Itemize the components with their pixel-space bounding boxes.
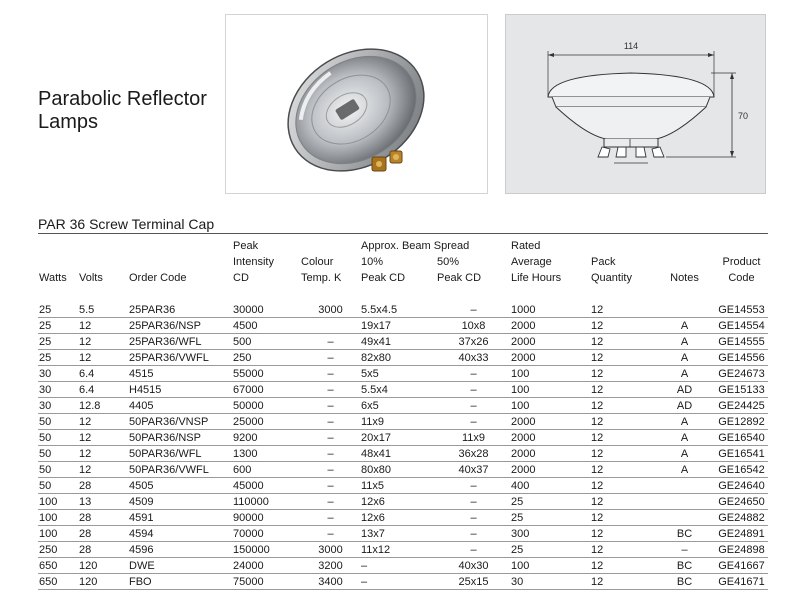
cell-peak-intensity: 70000 <box>232 526 300 542</box>
cell-pack-quantity: 12 <box>590 366 654 382</box>
cell-product-code: GE16542 <box>714 462 768 478</box>
cell-colour-temp: 3000 <box>300 302 360 318</box>
cell-beam-50: 40x30 <box>436 558 510 574</box>
lamp-spec-table <box>38 238 768 590</box>
cell-colour-temp: – <box>300 510 360 526</box>
cell-watts: 250 <box>38 542 78 558</box>
cell-pack-quantity: 12 <box>590 350 654 366</box>
cell-pack-quantity: 12 <box>590 302 654 318</box>
cell-product-code: GE24898 <box>714 542 768 558</box>
header-notes: Notes <box>670 272 699 284</box>
cell-watts: 100 <box>38 510 78 526</box>
cell-peak-intensity: 9200 <box>232 430 300 446</box>
cell-life-hours: 400 <box>510 478 590 494</box>
table-row <box>38 302 768 318</box>
cell-volts: 12 <box>78 462 128 478</box>
cell-volts: 6.4 <box>78 382 128 398</box>
header-life-hours: Rated Average Life Hours <box>511 240 562 284</box>
cell-pack-quantity: 12 <box>590 318 654 334</box>
cell-beam-50: 40x37 <box>436 462 510 478</box>
cell-watts: 50 <box>38 446 78 462</box>
cell-pack-quantity: 12 <box>590 478 654 494</box>
header-order-code: Order Code <box>129 272 187 284</box>
cell-watts: 25 <box>38 318 78 334</box>
header-beam-spread: Approx. Beam Spread <box>361 240 470 252</box>
header-peak-intensity: Peak Intensity CD <box>233 240 274 284</box>
cell-peak-intensity: 30000 <box>232 302 300 318</box>
cell-peak-intensity: 67000 <box>232 382 300 398</box>
cell-product-code: GE16541 <box>714 446 768 462</box>
cell-peak-intensity: 600 <box>232 462 300 478</box>
cell-beam-50: 11x9 <box>436 430 510 446</box>
lamp-photo <box>225 14 488 194</box>
cell-beam-10: – <box>360 574 436 590</box>
cell-beam-50: – <box>436 510 510 526</box>
cell-notes <box>654 478 714 494</box>
cell-beam-10: 11x5 <box>360 478 436 494</box>
table-row <box>38 430 768 446</box>
cell-pack-quantity: 12 <box>590 510 654 526</box>
cell-order-code: 50PAR36/VNSP <box>128 414 232 430</box>
cell-pack-quantity: 12 <box>590 430 654 446</box>
cell-order-code: 4515 <box>128 366 232 382</box>
cell-beam-10: 20x17 <box>360 430 436 446</box>
cell-beam-50: – <box>436 414 510 430</box>
cell-life-hours: 2000 <box>510 414 590 430</box>
cell-order-code: DWE <box>128 558 232 574</box>
cell-life-hours: 2000 <box>510 334 590 350</box>
cell-order-code: 25PAR36/VWFL <box>128 350 232 366</box>
cell-peak-intensity: 150000 <box>232 542 300 558</box>
cell-watts: 650 <box>38 558 78 574</box>
cell-colour-temp: – <box>300 430 360 446</box>
header-volts: Volts <box>79 272 103 284</box>
cell-watts: 50 <box>38 478 78 494</box>
cell-notes: A <box>654 414 714 430</box>
cell-pack-quantity: 12 <box>590 574 654 590</box>
cell-notes <box>654 302 714 318</box>
cell-watts: 30 <box>38 382 78 398</box>
header-beam-10: Approx. Beam Spread 10% Peak CD <box>361 240 470 284</box>
cell-volts: 13 <box>78 494 128 510</box>
cell-life-hours: 2000 <box>510 350 590 366</box>
cell-pack-quantity: 12 <box>590 382 654 398</box>
cell-volts: 120 <box>78 558 128 574</box>
cell-product-code: GE41671 <box>714 574 768 590</box>
table-row <box>38 334 768 350</box>
cell-order-code: 4405 <box>128 398 232 414</box>
cell-watts: 100 <box>38 494 78 510</box>
cell-life-hours: 2000 <box>510 430 590 446</box>
table-row <box>38 462 768 478</box>
lamp-dimension-drawing <box>506 15 767 195</box>
cell-order-code: 4594 <box>128 526 232 542</box>
cell-order-code: 50PAR36/WFL <box>128 446 232 462</box>
cell-life-hours: 300 <box>510 526 590 542</box>
cell-product-code: GE14554 <box>714 318 768 334</box>
cell-beam-10: 11x9 <box>360 414 436 430</box>
cell-order-code: 50PAR36/VWFL <box>128 462 232 478</box>
cell-order-code: 4596 <box>128 542 232 558</box>
cell-notes: A <box>654 430 714 446</box>
cell-colour-temp: – <box>300 526 360 542</box>
cell-beam-10: – <box>360 558 436 574</box>
height-dimension-label: 70 <box>738 111 749 121</box>
cell-beam-10: 5.5x4 <box>360 382 436 398</box>
table-row <box>38 526 768 542</box>
cell-volts: 12 <box>78 318 128 334</box>
cell-notes: A <box>654 350 714 366</box>
cell-peak-intensity: 250 <box>232 350 300 366</box>
table-row <box>38 478 768 494</box>
cell-life-hours: 2000 <box>510 318 590 334</box>
cell-colour-temp: 3000 <box>300 542 360 558</box>
cell-watts: 25 <box>38 334 78 350</box>
cell-watts: 650 <box>38 574 78 590</box>
cell-colour-temp: – <box>300 446 360 462</box>
cell-notes <box>654 510 714 526</box>
cell-beam-50: 40x33 <box>436 350 510 366</box>
cell-order-code: 4509 <box>128 494 232 510</box>
cell-colour-temp: – <box>300 414 360 430</box>
cell-pack-quantity: 12 <box>590 494 654 510</box>
cell-colour-temp: – <box>300 334 360 350</box>
cell-watts: 25 <box>38 350 78 366</box>
cell-product-code: GE24640 <box>714 478 768 494</box>
cell-order-code: 4505 <box>128 478 232 494</box>
cell-life-hours: 25 <box>510 542 590 558</box>
cell-pack-quantity: 12 <box>590 542 654 558</box>
cell-watts: 50 <box>38 430 78 446</box>
cell-order-code: 25PAR36/WFL <box>128 334 232 350</box>
dimension-diagram <box>505 14 766 194</box>
cell-colour-temp: 3400 <box>300 574 360 590</box>
cell-order-code: FBO <box>128 574 232 590</box>
table-row <box>38 398 768 414</box>
cell-pack-quantity: 12 <box>590 398 654 414</box>
cell-pack-quantity: 12 <box>590 526 654 542</box>
cell-notes: – <box>654 542 714 558</box>
cell-colour-temp: – <box>300 382 360 398</box>
cell-order-code: H4515 <box>128 382 232 398</box>
cell-watts: 50 <box>38 414 78 430</box>
cell-beam-50: – <box>436 398 510 414</box>
cell-beam-50: – <box>436 382 510 398</box>
cell-beam-10: 12x6 <box>360 510 436 526</box>
cell-volts: 12 <box>78 334 128 350</box>
cell-peak-intensity: 25000 <box>232 414 300 430</box>
cell-volts: 12 <box>78 350 128 366</box>
cell-product-code: GE16540 <box>714 430 768 446</box>
table-row <box>38 366 768 382</box>
cell-colour-temp: – <box>300 478 360 494</box>
cell-life-hours: 2000 <box>510 446 590 462</box>
cell-volts: 28 <box>78 478 128 494</box>
cell-pack-quantity: 12 <box>590 446 654 462</box>
cell-volts: 5.5 <box>78 302 128 318</box>
cell-volts: 12 <box>78 414 128 430</box>
cell-beam-10: 48x41 <box>360 446 436 462</box>
cell-life-hours: 100 <box>510 382 590 398</box>
table-row <box>38 350 768 366</box>
cell-notes: AD <box>654 382 714 398</box>
table-row <box>38 494 768 510</box>
cell-beam-50: – <box>436 542 510 558</box>
cell-volts: 6.4 <box>78 366 128 382</box>
cell-watts: 25 <box>38 302 78 318</box>
cell-notes: BC <box>654 558 714 574</box>
cell-life-hours: 100 <box>510 398 590 414</box>
cell-notes: A <box>654 366 714 382</box>
cell-product-code: GE14555 <box>714 334 768 350</box>
cell-beam-10: 13x7 <box>360 526 436 542</box>
cell-product-code: GE24891 <box>714 526 768 542</box>
cell-peak-intensity: 1300 <box>232 446 300 462</box>
cell-notes: AD <box>654 398 714 414</box>
cell-beam-10: 49x41 <box>360 334 436 350</box>
cell-beam-50: – <box>436 302 510 318</box>
table-row <box>38 318 768 334</box>
cell-peak-intensity: 45000 <box>232 478 300 494</box>
cell-peak-intensity: 110000 <box>232 494 300 510</box>
cell-volts: 12 <box>78 446 128 462</box>
table-row <box>38 446 768 462</box>
cell-beam-10: 6x5 <box>360 398 436 414</box>
cell-watts: 30 <box>38 366 78 382</box>
cell-notes <box>654 494 714 510</box>
section-title: PAR 36 Screw Terminal Cap <box>38 216 215 232</box>
table-body <box>38 302 768 590</box>
header-beam-50: 50% Peak CD <box>437 256 482 284</box>
cell-colour-temp <box>300 318 360 334</box>
cell-beam-10: 19x17 <box>360 318 436 334</box>
cell-beam-50: – <box>436 478 510 494</box>
cell-order-code: 25PAR36 <box>128 302 232 318</box>
cell-notes: BC <box>654 574 714 590</box>
table-row <box>38 414 768 430</box>
cell-beam-50: 25x15 <box>436 574 510 590</box>
cell-beam-10: 80x80 <box>360 462 436 478</box>
cell-peak-intensity: 90000 <box>232 510 300 526</box>
cell-peak-intensity: 50000 <box>232 398 300 414</box>
cell-colour-temp: 3200 <box>300 558 360 574</box>
cell-colour-temp: – <box>300 366 360 382</box>
page-title-line2: Lamps <box>38 111 99 133</box>
cell-product-code: GE41667 <box>714 558 768 574</box>
cell-order-code: 25PAR36/NSP <box>128 318 232 334</box>
cell-beam-50: 37x26 <box>436 334 510 350</box>
par36-lamp-image <box>226 15 489 195</box>
header-pack-quantity: Pack Quantity <box>591 256 632 284</box>
cell-beam-10: 11x12 <box>360 542 436 558</box>
cell-peak-intensity: 4500 <box>232 318 300 334</box>
cell-life-hours: 25 <box>510 494 590 510</box>
cell-peak-intensity: 75000 <box>232 574 300 590</box>
cell-life-hours: 100 <box>510 558 590 574</box>
cell-beam-10: 12x6 <box>360 494 436 510</box>
cell-life-hours: 1000 <box>510 302 590 318</box>
cell-volts: 120 <box>78 574 128 590</box>
page-title-line1: Parabolic Reflector <box>38 88 207 110</box>
page-title <box>38 88 207 134</box>
cell-colour-temp: – <box>300 350 360 366</box>
cell-life-hours: 25 <box>510 510 590 526</box>
cell-order-code: 4591 <box>128 510 232 526</box>
cell-notes: A <box>654 462 714 478</box>
cell-product-code: GE24425 <box>714 398 768 414</box>
cell-beam-50: – <box>436 366 510 382</box>
cell-life-hours: 2000 <box>510 462 590 478</box>
cell-notes: BC <box>654 526 714 542</box>
cell-pack-quantity: 12 <box>590 334 654 350</box>
cell-volts: 28 <box>78 526 128 542</box>
table-row <box>38 510 768 526</box>
cell-peak-intensity: 55000 <box>232 366 300 382</box>
cell-pack-quantity: 12 <box>590 462 654 478</box>
cell-notes: A <box>654 446 714 462</box>
cell-volts: 12.8 <box>78 398 128 414</box>
cell-beam-10: 82x80 <box>360 350 436 366</box>
cell-peak-intensity: 500 <box>232 334 300 350</box>
section-divider <box>38 233 768 234</box>
cell-product-code: GE14553 <box>714 302 768 318</box>
cell-volts: 28 <box>78 542 128 558</box>
cell-beam-50: 10x8 <box>436 318 510 334</box>
header-colour-temp: Colour Temp. K <box>301 256 342 284</box>
cell-peak-intensity: 24000 <box>232 558 300 574</box>
header-watts: Watts <box>39 272 67 284</box>
table-header-row <box>38 238 768 286</box>
cell-life-hours: 30 <box>510 574 590 590</box>
cell-volts: 12 <box>78 430 128 446</box>
cell-colour-temp: – <box>300 494 360 510</box>
cell-pack-quantity: 12 <box>590 558 654 574</box>
table-row <box>38 558 768 574</box>
cell-beam-50: – <box>436 494 510 510</box>
cell-beam-50: – <box>436 526 510 542</box>
cell-product-code: GE24673 <box>714 366 768 382</box>
cell-product-code: GE15133 <box>714 382 768 398</box>
cell-colour-temp: – <box>300 462 360 478</box>
table-row <box>38 542 768 558</box>
cell-beam-10: 5.5x4.5 <box>360 302 436 318</box>
cell-life-hours: 100 <box>510 366 590 382</box>
cell-watts: 30 <box>38 398 78 414</box>
cell-beam-10: 5x5 <box>360 366 436 382</box>
cell-colour-temp: – <box>300 398 360 414</box>
table-row <box>38 574 768 590</box>
cell-pack-quantity: 12 <box>590 414 654 430</box>
cell-product-code: GE24882 <box>714 510 768 526</box>
cell-volts: 28 <box>78 510 128 526</box>
cell-notes: A <box>654 318 714 334</box>
cell-watts: 100 <box>38 526 78 542</box>
width-dimension-label: 114 <box>623 41 639 51</box>
table-row <box>38 382 768 398</box>
cell-product-code: GE14556 <box>714 350 768 366</box>
cell-product-code: GE24650 <box>714 494 768 510</box>
cell-product-code: GE12892 <box>714 414 768 430</box>
cell-watts: 50 <box>38 462 78 478</box>
cell-notes: A <box>654 334 714 350</box>
header-product-code: Product Code <box>722 256 761 284</box>
cell-beam-50: 36x28 <box>436 446 510 462</box>
cell-order-code: 50PAR36/NSP <box>128 430 232 446</box>
